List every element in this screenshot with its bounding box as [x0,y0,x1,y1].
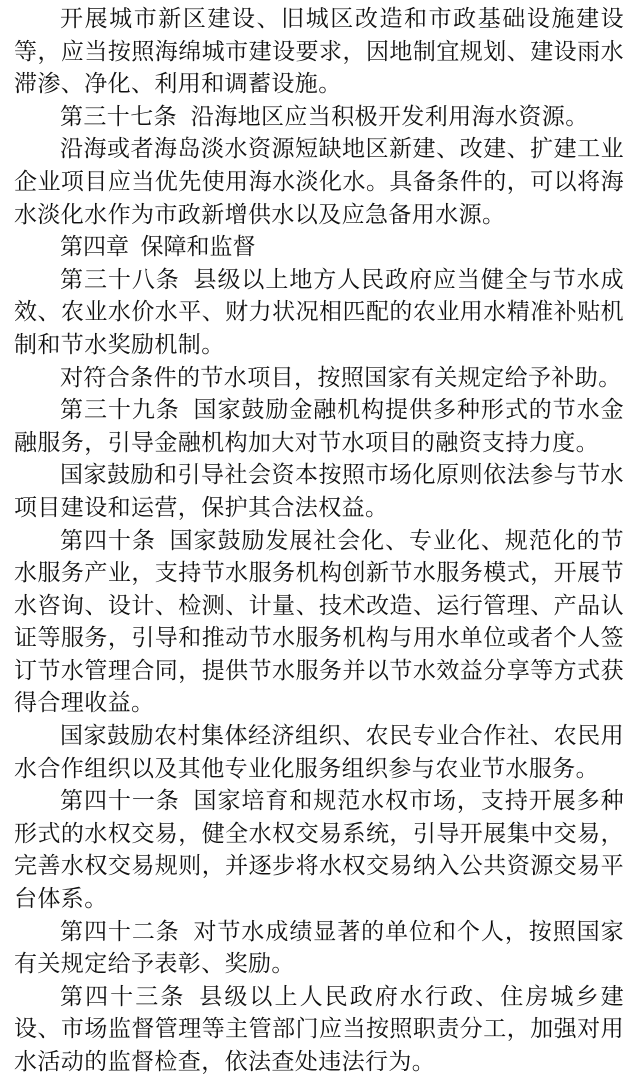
paragraph-text: 对符合条件的节水项目，按照国家有关规定给予补助。 [60,364,622,391]
article-text: 沿海地区应当积极开发利用海水资源。 [190,103,589,130]
paragraph-seawater-desalination [14,133,624,231]
article-42 [14,916,624,981]
article-number: 第四十条 [60,527,156,554]
article-text: 国家鼓励发展社会化、专业化、规范化的节水服务产业，支持节水服务机构创新节水服务模式，开展节水咨询、设计、检测、计量、技术改造、运行管理、产品认证等服务，引导和推动节水服务机构与用水单位或者个人签订节水管理合同，提供节水服务并以节水效益分享等方式获得合理收益。 [14,527,624,717]
article-37 [14,101,624,134]
article-number: 第三十九条 [60,397,180,424]
article-text: 国家鼓励金融机构提供多种形式的节水金融服务，引导金融机构加大对节水项目的融资支持力度。 [14,397,625,456]
article-40 [14,525,624,721]
article-text: 县级以上人民政府水行政、住房城乡建设、市场监督管理等主管部门应当按照职责分工，加强对用水活动的监督检查，依法查处违法行为。 [14,983,624,1075]
article-text: 对节水成绩显著的单位和个人，按照国家有关规定给予表彰、奖励。 [14,918,625,978]
article-number: 第三十八条 [60,266,180,293]
article-number: 第三十七条 [60,103,177,130]
article-38 [14,264,624,362]
article-number: 第四十二条 [60,918,180,945]
paragraph-social-capital [14,459,624,524]
article-number: 第四十一条 [60,788,180,815]
paragraph-text: 沿海或者海岛淡水资源短缺地区新建、改建、扩建工业企业项目应当优先使用海水淡化水。具备条件的，可以将海水淡化水作为市政新增供水以及应急备用水源。 [14,136,624,228]
paragraph-text: 开展城市新区建设、旧城区改造和市政基础设施建设等，应当按照海绵城市建设要求，因地制宜规划、建设雨水滞渗、净化、利用和调蓄设施。 [14,6,624,98]
chapter-number: 第四章 [60,234,129,261]
article-39 [14,394,624,459]
article-43 [14,981,624,1079]
paragraph-subsidy [14,362,624,395]
paragraph-text: 国家鼓励和引导社会资本按照市场化原则依法参与节水项目建设和运营，保护其合法权益。 [14,462,624,521]
paragraph-rural-organizations [14,720,624,785]
paragraph-text: 国家鼓励农村集体经济组织、农民专业合作社、农民用水合作组织以及其他专业化服务组织参与农业节水服务。 [14,723,624,782]
article-text: 县级以上地方人民政府应当健全与节水成效、农业水价水平、财力状况相匹配的农业用水精准补贴机制和节水奖励机制。 [14,266,625,358]
article-41 [14,785,624,915]
chapter-heading [14,231,624,264]
article-number: 第四十三条 [60,983,186,1010]
paragraph-sponge-city [14,3,624,101]
chapter-title: 保障和监督 [140,234,256,261]
article-text: 国家培育和规范水权市场，支持开展多种形式的水权交易，健全水权交易系统，引导开展集中交易，完善水权交易规则，并逐步将水权交易纳入公共资源交易平台体系。 [14,788,625,913]
